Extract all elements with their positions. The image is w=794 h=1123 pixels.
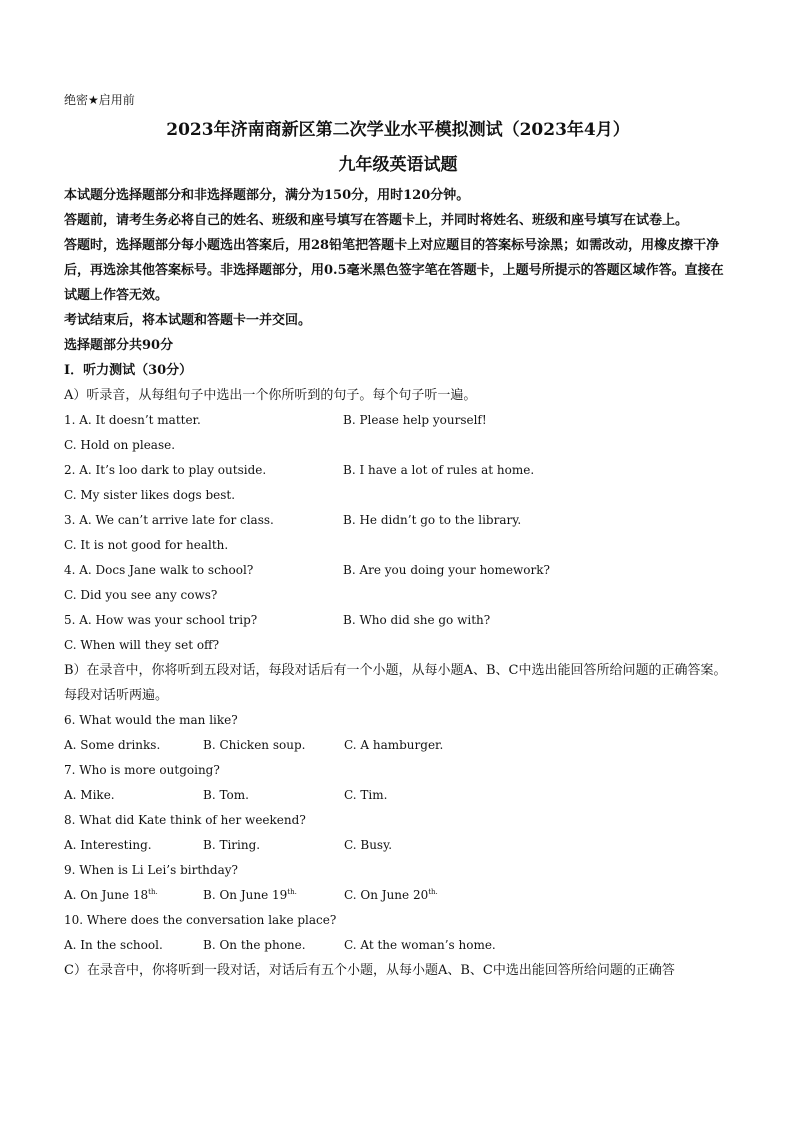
instruction-3: 答题时，选择题部分每小题选出答案后，用28铅笔把答题卡上对应题目的答案标号涂黑；如需改动，用橡皮擦干净后，再选涂其他答案标号。非选择题部分，用0.5毫米黑色签字笔在答题卡，上题号所提示的答题区域作答。直接在试题上作答无效。 xyxy=(64,238,724,303)
partC-instruction: C）在录音中，你将听到一段对话，对话后有五个小题，从每小题A、B、C中选出能回答所给问题的正确答 xyxy=(64,963,675,978)
question-options xyxy=(64,833,732,858)
option-b: B. Chicken soup. xyxy=(203,738,306,752)
secret-label: 绝密★启用前 xyxy=(64,93,135,107)
part-label: 选择题部分共90分 xyxy=(64,338,174,353)
ordinal-suffix: th. xyxy=(287,888,297,896)
option-a-text: A. On June 18 xyxy=(64,888,149,902)
option-b: B. He didn’t go to the library. xyxy=(343,513,522,527)
option-a xyxy=(64,883,158,908)
option-a: 2. A. It’s loo dark to play outside. xyxy=(64,463,267,477)
option-b: B. Tiring. xyxy=(203,838,261,852)
question-row xyxy=(64,508,732,533)
option-a: 4. A. Docs Jane walk to school? xyxy=(64,563,254,577)
question-stem: 7. Who is more outgoing? xyxy=(64,763,220,777)
option-a: 3. A. We can’t arrive late for class. xyxy=(64,513,274,527)
option-a: A. Mike. xyxy=(64,788,115,802)
question-options xyxy=(64,783,732,808)
question-stem: 8. What did Kate think of her weekend? xyxy=(64,813,306,827)
instruction-4: 考试结束后，将本试题和答题卡一并交回。 xyxy=(64,313,312,328)
question-stem: 10. Where does the conversation lake place? xyxy=(64,913,337,927)
option-a: 1. A. It doesn’t matter. xyxy=(64,413,201,427)
exam-subtitle: 九年级英语试题 xyxy=(338,155,458,175)
question-options xyxy=(64,733,732,758)
option-c: C. Hold on please. xyxy=(64,438,176,452)
option-b: B. Tom. xyxy=(203,788,249,802)
question-row xyxy=(64,533,732,558)
option-b: B. Who did she go with? xyxy=(343,613,491,627)
question-row xyxy=(64,608,732,633)
option-c: C. Tim. xyxy=(344,788,388,802)
question-stem: 6. What would the man like? xyxy=(64,713,238,727)
section1-title: Ⅰ．听力测试（30分） xyxy=(64,363,193,378)
question-row xyxy=(64,458,732,483)
instruction-2: 答题前，请考生务必将自己的姓名、班级和座号填写在答题卡上，并同时将姓名、班级和座号填写在试卷上。 xyxy=(64,213,689,228)
partA-instruction: A）听录音，从每组句子中选出一个你所听到的句子。每个句子听一遍。 xyxy=(64,388,477,403)
question-options xyxy=(64,883,732,908)
option-c: C. It is not good for health. xyxy=(64,538,229,552)
option-c-text: C. On June 20 xyxy=(344,888,429,902)
option-b: B. Are you doing your homework? xyxy=(343,563,550,577)
question-row xyxy=(64,558,732,583)
question-row xyxy=(64,483,732,508)
question-row xyxy=(64,408,732,433)
option-b: B. On the phone. xyxy=(203,938,306,952)
option-c: C. My sister likes dogs best. xyxy=(64,488,236,502)
question-stem: 9. When is Li Lei’s birthday? xyxy=(64,863,238,877)
option-a: A. Some drinks. xyxy=(64,738,161,752)
option-c xyxy=(344,883,438,908)
option-c: C. When will they set off? xyxy=(64,638,220,652)
question-row xyxy=(64,433,732,458)
option-a: A. Interesting. xyxy=(64,838,152,852)
option-b-text: B. On June 19 xyxy=(203,888,288,902)
question-options xyxy=(64,933,732,958)
question-row xyxy=(64,583,732,608)
option-b: B. I have a lot of rules at home. xyxy=(343,463,535,477)
option-a: 5. A. How was your school trip? xyxy=(64,613,258,627)
option-c: C. At the woman’s home. xyxy=(344,938,496,952)
option-b xyxy=(203,883,297,908)
exam-page xyxy=(64,88,732,983)
ordinal-suffix: th. xyxy=(148,888,158,896)
option-a: A. In the school. xyxy=(64,938,163,952)
instruction-1: 本试题分选择题部分和非选择题部分，满分为150分，用时120分钟。 xyxy=(64,188,470,203)
partB-instruction: B）在录音中，你将听到五段对话，每段对话后有一个小题，从每小题A、B、C中选出能回答所给问题的正确答案。每段对话听两遍。 xyxy=(64,663,727,703)
option-c: C. Did you see any cows? xyxy=(64,588,218,602)
option-b: B. Please help yourself! xyxy=(343,413,487,427)
option-c: C. A hamburger. xyxy=(344,738,444,752)
exam-title: 2023年济南商新区第二次学业水平模拟测试（2023年4月） xyxy=(166,120,630,140)
option-c: C. Busy. xyxy=(344,838,393,852)
ordinal-suffix: th. xyxy=(428,888,438,896)
question-row xyxy=(64,633,732,658)
